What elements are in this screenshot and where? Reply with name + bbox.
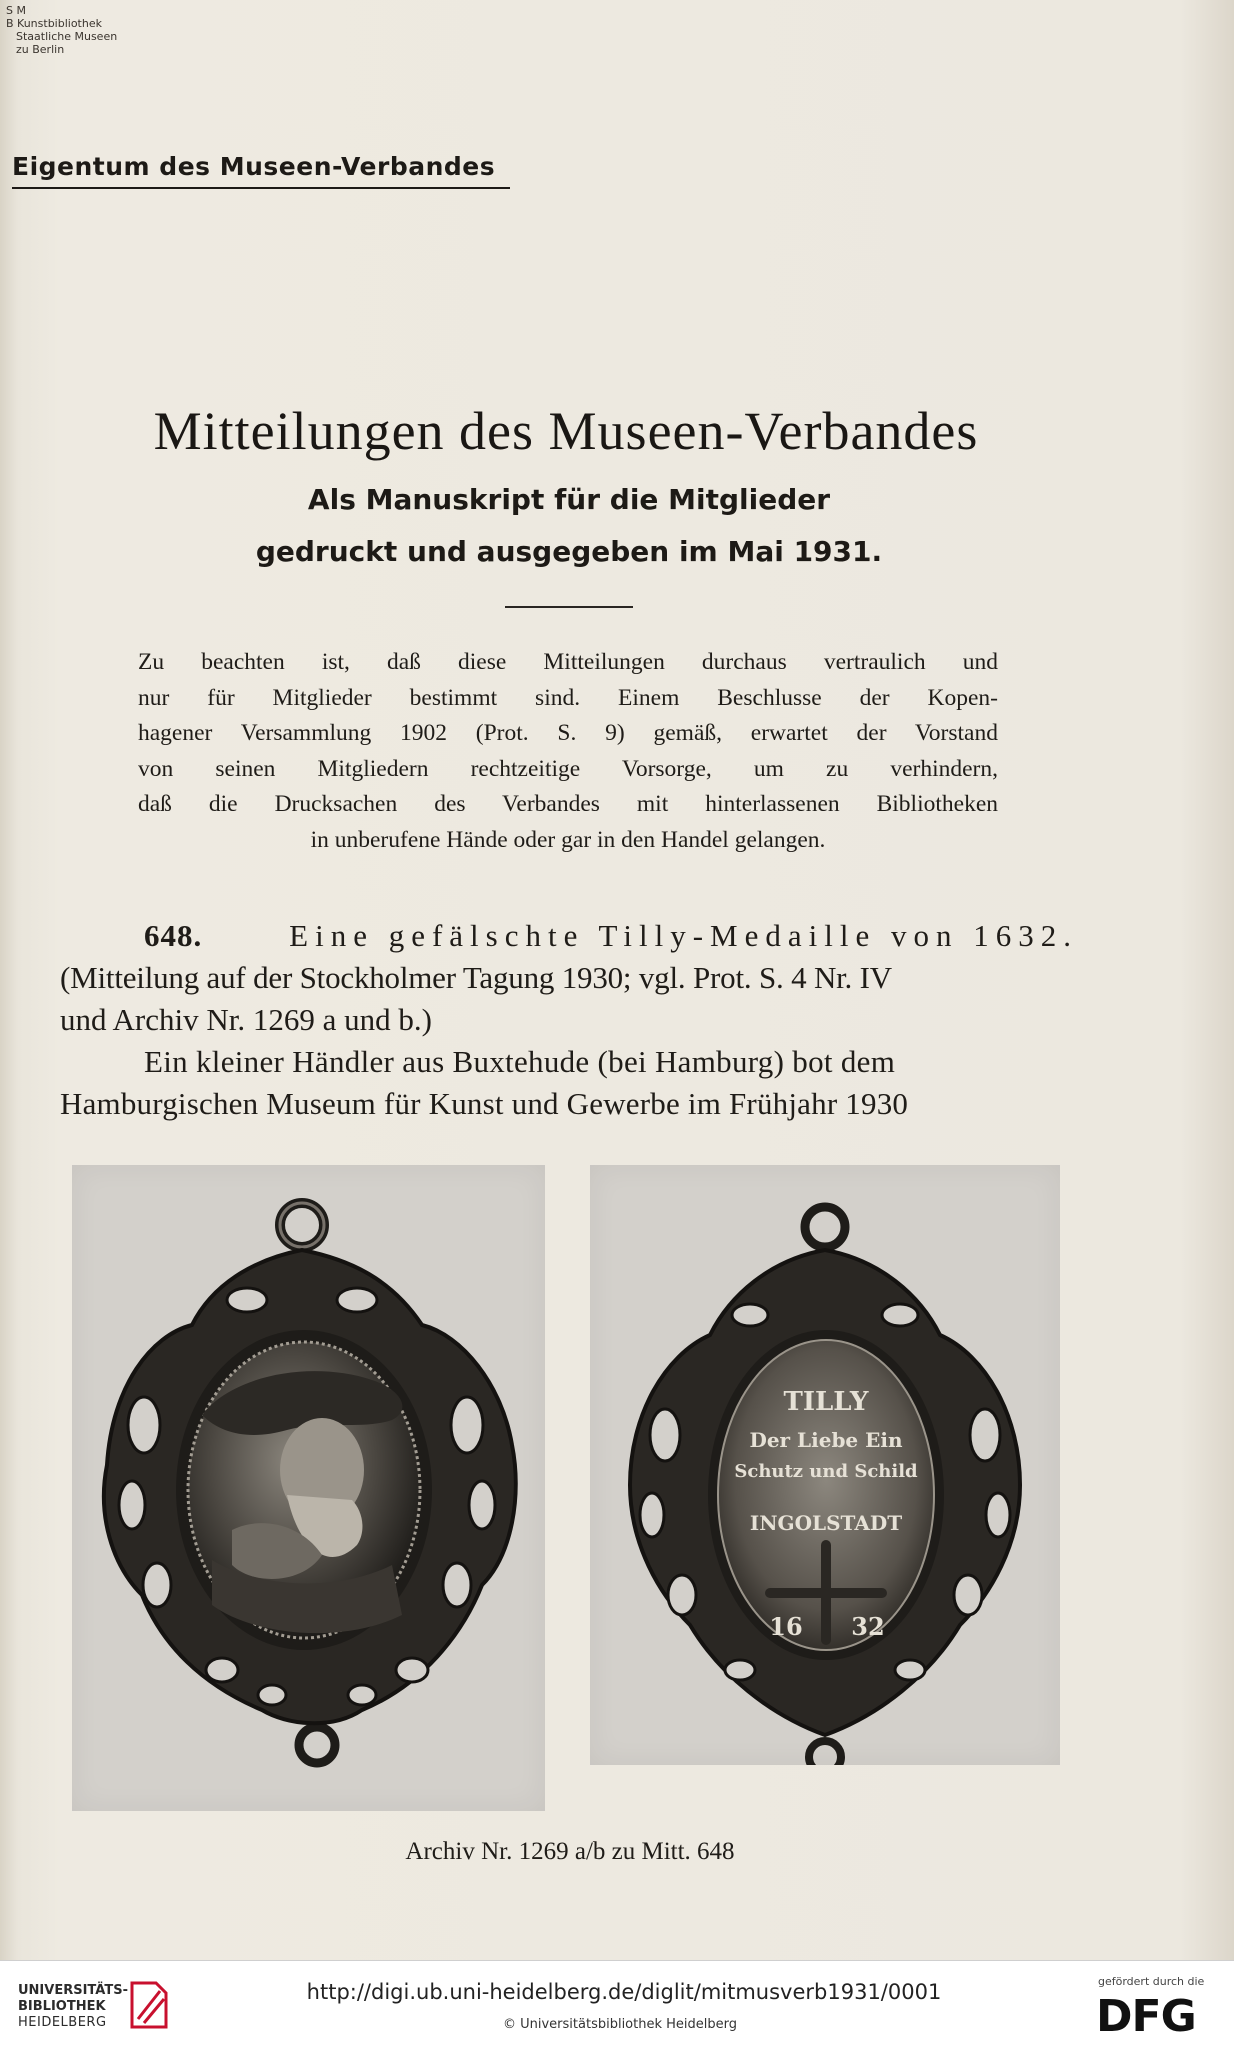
subtitle-line-2: gedruckt und ausgegeben im Mai 1931. — [255, 535, 883, 568]
article-648 — [60, 915, 1078, 1125]
inscription-line: Der Liebe Ein — [749, 1428, 903, 1452]
library-name-line: UNIVERSITÄTS- — [18, 1983, 128, 1998]
medal-back-image — [590, 1165, 1060, 1765]
notice-line: hagener Versammlung 1902 (Prot. S. 9) gemäß, erwartet der Vorstand — [138, 720, 998, 746]
confidentiality-notice — [138, 645, 998, 858]
library-logo-icon — [126, 1979, 170, 2031]
inscription-line: Schutz und Schild — [734, 1461, 918, 1482]
figure-caption: Archiv Nr. 1269 a/b zu Mitt. 648 — [405, 1838, 735, 1865]
stamp-line: Staatliche Museen — [16, 30, 118, 43]
article-line: (Mitteilung auf der Stockholmer Tagung 1930; vgl. Prot. S. 4 Nr. IV — [60, 960, 892, 995]
medal-front-photo — [72, 1165, 545, 1811]
viewer-footer — [0, 1960, 1234, 2051]
article-number: 648. — [144, 918, 203, 953]
library-stamp — [6, 4, 117, 56]
library-name-line: HEIDELBERG — [18, 2015, 107, 2030]
notice-line: Zu beachten ist, daß diese Mitteilungen durchaus vertraulich und — [138, 649, 998, 675]
stamp-line: B Kunstbibliothek — [6, 17, 102, 30]
notice-line: nur für Mitglieder bestimmt sind. Einem Beschlusse der Kopen- — [138, 684, 998, 711]
stamp-line: zu Berlin — [16, 43, 65, 56]
owner-label: Eigentum des Museen-Verbandes — [12, 152, 510, 189]
library-name-line: BIBLIOTHEK — [18, 1999, 106, 2014]
medal-back-photo — [590, 1165, 1060, 1765]
article-heading: Eine gefälschte Tilly-Medaille von 1632. — [289, 918, 1078, 953]
dfg-logo[interactable]: DFG — [1096, 1991, 1196, 2042]
permalink-url[interactable]: http://digi.ub.uni-heidelberg.de/diglit/mitmusverb1931/0001 — [306, 1980, 942, 2004]
inscription-line: TILLY — [783, 1387, 869, 1417]
page-title: Mitteilungen des Museen-Verbandes — [153, 401, 979, 461]
inscription-year: 16 — [769, 1612, 803, 1641]
copyright-notice: © Universitätsbibliothek Heidelberg — [502, 2017, 737, 2032]
article-heading-line — [60, 915, 1078, 957]
notice-line: in unberufene Hände oder gar in den Handel gelangen. — [310, 826, 826, 853]
article-line: Ein kleiner Händler aus Buxtehude (bei Hamburg) bot dem — [144, 1044, 896, 1079]
article-line: Hamburgischen Museum für Kunst und Gewerbe im Frühjahr 1930 — [60, 1086, 909, 1121]
library-logo[interactable] — [18, 1983, 128, 2031]
notice-line: von seinen Mitgliedern rechtzeitige Vorsorge, um zu verhindern, — [138, 755, 998, 782]
inscription-year: 32 — [851, 1612, 885, 1641]
divider — [505, 606, 633, 608]
article-line: und Archiv Nr. 1269 a und b.) — [60, 1002, 432, 1037]
notice-line: daß die Drucksachen des Verbandes mit hinterlassenen Bibliotheken — [138, 791, 998, 817]
medal-front-image — [72, 1165, 545, 1811]
funding-note: gefördert durch die — [1098, 1975, 1205, 1988]
stamp-line: S M — [6, 4, 26, 17]
inscription-line: INGOLSTADT — [749, 1511, 903, 1535]
subtitle-line-1: Als Manuskript für die Mitglieder — [307, 483, 831, 516]
